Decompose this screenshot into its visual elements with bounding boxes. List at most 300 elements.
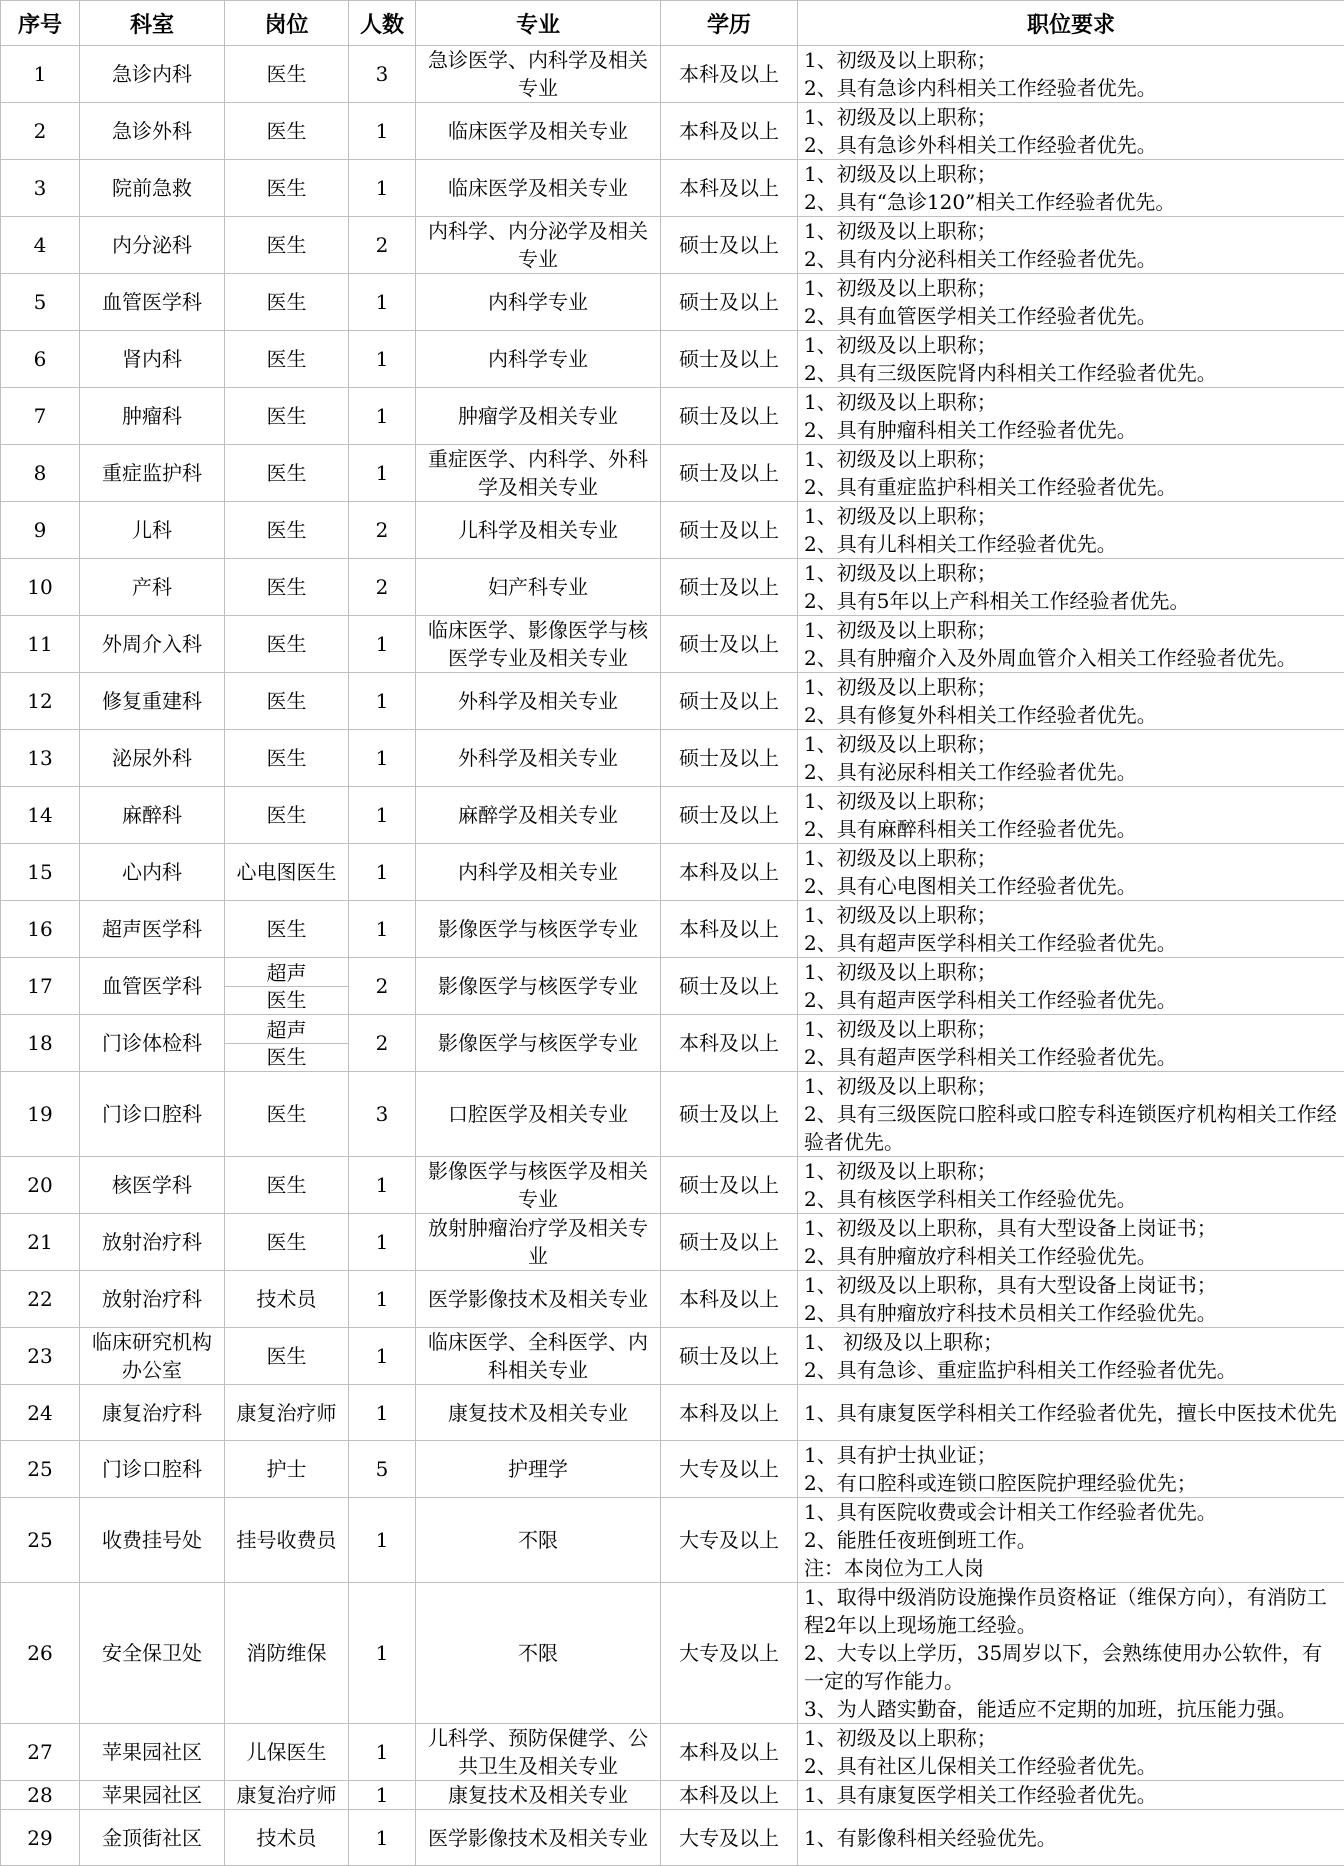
header-dept: 科室 xyxy=(80,1,225,46)
requirements-cell xyxy=(798,217,1344,274)
department-cell: 外周介入科 xyxy=(80,616,225,673)
headcount-cell: 2 xyxy=(349,217,416,274)
department-cell: 放射治疗科 xyxy=(80,1214,225,1271)
table-row xyxy=(1,673,1344,730)
table-row xyxy=(1,901,1344,958)
requirement-line: 1、初级及以上职称； xyxy=(804,160,1340,188)
requirement-line: 2、具有“急诊120”相关工作经验者优先。 xyxy=(804,188,1340,216)
major-cell: 护理学 xyxy=(416,1441,661,1498)
headcount-cell: 1 xyxy=(349,1157,416,1214)
requirement-line: 2、具有5年以上产科相关工作经验者优先。 xyxy=(804,587,1340,615)
headcount-cell: 1 xyxy=(349,1724,416,1781)
education-cell: 硕士及以上 xyxy=(661,1157,798,1214)
requirements-cell xyxy=(798,1015,1344,1072)
row-number: 10 xyxy=(1,559,80,616)
position-cell: 医生 xyxy=(225,1157,349,1214)
department-cell: 泌尿外科 xyxy=(80,730,225,787)
education-cell: 硕士及以上 xyxy=(661,331,798,388)
position-stack xyxy=(225,960,348,1013)
requirement-line: 1、初级及以上职称； xyxy=(804,1015,1340,1043)
requirements-cell xyxy=(798,1271,1344,1328)
requirement-line: 1、初级及以上职称； xyxy=(804,46,1340,74)
position-cell: 医生 xyxy=(225,1214,349,1271)
table-row xyxy=(1,1385,1344,1441)
position-cell xyxy=(225,958,349,1015)
department-cell: 肿瘤科 xyxy=(80,388,225,445)
headcount-cell: 1 xyxy=(349,331,416,388)
department-cell: 超声医学科 xyxy=(80,901,225,958)
headcount-cell: 5 xyxy=(349,1441,416,1498)
position-part: 医生 xyxy=(225,986,348,1013)
department-cell: 血管医学科 xyxy=(80,274,225,331)
row-number: 20 xyxy=(1,1157,80,1214)
row-number: 3 xyxy=(1,160,80,217)
requirement-line: 2、具有修复外科相关工作经验者优先。 xyxy=(804,701,1340,729)
department-cell: 安全保卫处 xyxy=(80,1583,225,1724)
education-cell: 硕士及以上 xyxy=(661,730,798,787)
education-cell: 硕士及以上 xyxy=(661,1328,798,1385)
major-cell: 儿科学、预防保健学、公共卫生及相关专业 xyxy=(416,1724,661,1781)
row-number: 14 xyxy=(1,787,80,844)
major-cell: 医学影像技术及相关专业 xyxy=(416,1810,661,1866)
position-cell: 医生 xyxy=(225,1328,349,1385)
headcount-cell: 2 xyxy=(349,958,416,1015)
requirements-cell xyxy=(798,901,1344,958)
major-cell: 肿瘤学及相关专业 xyxy=(416,388,661,445)
requirement-line: 2、能胜任夜班倒班工作。 xyxy=(804,1526,1340,1554)
row-number: 1 xyxy=(1,46,80,103)
row-number: 5 xyxy=(1,274,80,331)
major-cell: 临床医学及相关专业 xyxy=(416,160,661,217)
row-number: 15 xyxy=(1,844,80,901)
requirement-line: 1、取得中级消防设施操作员资格证（维保方向），有消防工程2年以上现场施工经验。 xyxy=(804,1583,1340,1639)
major-cell: 放射肿瘤治疗学及相关专业 xyxy=(416,1214,661,1271)
department-cell: 内分泌科 xyxy=(80,217,225,274)
requirement-line: 1、初级及以上职称； xyxy=(804,1072,1340,1100)
requirement-line: 1、初级及以上职称； xyxy=(804,958,1340,986)
position-cell: 医生 xyxy=(225,46,349,103)
requirement-line: 1、具有康复医学相关工作经验者优先。 xyxy=(804,1781,1340,1809)
headcount-cell: 2 xyxy=(349,559,416,616)
department-cell: 血管医学科 xyxy=(80,958,225,1015)
headcount-cell: 1 xyxy=(349,1214,416,1271)
position-cell: 技术员 xyxy=(225,1810,349,1866)
row-number: 18 xyxy=(1,1015,80,1072)
department-cell: 心内科 xyxy=(80,844,225,901)
table-row xyxy=(1,1157,1344,1214)
requirements-cell xyxy=(798,730,1344,787)
requirements-cell xyxy=(798,445,1344,502)
department-cell: 重症监护科 xyxy=(80,445,225,502)
requirements-cell xyxy=(798,103,1344,160)
table-row xyxy=(1,388,1344,445)
major-cell: 影像医学与核医学及相关专业 xyxy=(416,1157,661,1214)
headcount-cell: 1 xyxy=(349,103,416,160)
requirement-line: 1、初级及以上职称； xyxy=(804,388,1340,416)
requirement-line: 1、具有护士执业证； xyxy=(804,1441,1340,1469)
position-cell: 康复治疗师 xyxy=(225,1781,349,1810)
department-cell: 门诊口腔科 xyxy=(80,1441,225,1498)
requirement-line: 1、初级及以上职称； xyxy=(804,559,1340,587)
position-cell: 消防维保 xyxy=(225,1583,349,1724)
requirement-line: 2、具有麻醉科相关工作经验者优先。 xyxy=(804,815,1340,843)
position-cell: 技术员 xyxy=(225,1271,349,1328)
requirement-line: 3、为人踏实勤奋，能适应不定期的加班，抗压能力强。 xyxy=(804,1695,1340,1723)
requirements-cell xyxy=(798,274,1344,331)
requirement-line: 1、初级及以上职称； xyxy=(804,844,1340,872)
headcount-cell: 1 xyxy=(349,388,416,445)
table-row xyxy=(1,1072,1344,1157)
position-cell: 护士 xyxy=(225,1441,349,1498)
header-position: 岗位 xyxy=(225,1,349,46)
position-part: 超声 xyxy=(225,960,348,986)
education-cell: 本科及以上 xyxy=(661,1724,798,1781)
table-row xyxy=(1,1271,1344,1328)
position-cell: 医生 xyxy=(225,388,349,445)
table-row xyxy=(1,1015,1344,1072)
requirement-line: 1、初级及以上职称； xyxy=(804,331,1340,359)
requirement-line: 1、有影像科相关经验优先。 xyxy=(804,1824,1340,1852)
headcount-cell: 1 xyxy=(349,1271,416,1328)
requirement-line: 2、具有肿瘤放疗科技术员相关工作经验优先。 xyxy=(804,1299,1340,1327)
education-cell: 本科及以上 xyxy=(661,1271,798,1328)
table-row xyxy=(1,1214,1344,1271)
requirement-line: 1、初级及以上职称； xyxy=(804,217,1340,245)
requirements-cell xyxy=(798,673,1344,730)
requirements-cell xyxy=(798,388,1344,445)
education-cell: 硕士及以上 xyxy=(661,1072,798,1157)
requirements-cell xyxy=(798,46,1344,103)
requirement-line: 2、具有内分泌科相关工作经验者优先。 xyxy=(804,245,1340,273)
position-cell: 医生 xyxy=(225,217,349,274)
row-number: 4 xyxy=(1,217,80,274)
major-cell: 外科学及相关专业 xyxy=(416,730,661,787)
headcount-cell: 1 xyxy=(349,160,416,217)
department-cell: 修复重建科 xyxy=(80,673,225,730)
requirements-cell xyxy=(798,160,1344,217)
education-cell: 本科及以上 xyxy=(661,1781,798,1810)
requirement-line: 1、具有医院收费或会计相关工作经验者优先。 xyxy=(804,1498,1340,1526)
table-row xyxy=(1,844,1344,901)
headcount-cell: 1 xyxy=(349,901,416,958)
table-row xyxy=(1,787,1344,844)
requirement-line: 1、初级及以上职称； xyxy=(804,502,1340,530)
header-education: 学历 xyxy=(661,1,798,46)
requirement-line: 1、初级及以上职称； xyxy=(804,787,1340,815)
table-row xyxy=(1,1781,1344,1810)
requirements-cell xyxy=(798,331,1344,388)
headcount-cell: 1 xyxy=(349,616,416,673)
position-cell: 医生 xyxy=(225,730,349,787)
row-number: 22 xyxy=(1,1271,80,1328)
position-cell: 医生 xyxy=(225,274,349,331)
row-number: 9 xyxy=(1,502,80,559)
row-number: 26 xyxy=(1,1583,80,1724)
row-number: 8 xyxy=(1,445,80,502)
table-row xyxy=(1,103,1344,160)
requirements-cell xyxy=(798,616,1344,673)
department-cell: 临床研究机构办公室 xyxy=(80,1328,225,1385)
row-number: 12 xyxy=(1,673,80,730)
requirement-line: 2、具有血管医学相关工作经验者优先。 xyxy=(804,302,1340,330)
row-number: 17 xyxy=(1,958,80,1015)
requirement-line: 注：本岗位为工人岗 xyxy=(804,1554,1340,1582)
requirement-line: 2、具有急诊外科相关工作经验者优先。 xyxy=(804,131,1340,159)
requirement-line: 2、具有肿瘤科相关工作经验者优先。 xyxy=(804,416,1340,444)
requirement-line: 2、具有急诊、重症监护科相关工作经验者优先。 xyxy=(804,1356,1340,1384)
department-cell: 院前急救 xyxy=(80,160,225,217)
education-cell: 硕士及以上 xyxy=(661,388,798,445)
major-cell: 内科学专业 xyxy=(416,274,661,331)
major-cell: 临床医学及相关专业 xyxy=(416,103,661,160)
row-number: 23 xyxy=(1,1328,80,1385)
requirements-cell xyxy=(798,1724,1344,1781)
requirement-line: 2、具有超声医学科相关工作经验者优先。 xyxy=(804,986,1340,1014)
table-row xyxy=(1,160,1344,217)
requirement-line: 1、初级及以上职称，具有大型设备上岗证书； xyxy=(804,1214,1340,1242)
headcount-cell: 1 xyxy=(349,274,416,331)
requirement-line: 2、具有肿瘤放疗科相关工作经验优先。 xyxy=(804,1242,1340,1270)
education-cell: 本科及以上 xyxy=(661,901,798,958)
department-cell: 急诊外科 xyxy=(80,103,225,160)
requirements-cell xyxy=(798,1214,1344,1271)
position-cell: 医生 xyxy=(225,1072,349,1157)
requirements-cell xyxy=(798,787,1344,844)
major-cell: 内科学及相关专业 xyxy=(416,844,661,901)
position-cell: 医生 xyxy=(225,445,349,502)
row-number: 25 xyxy=(1,1498,80,1583)
major-cell: 内科学、内分泌学及相关专业 xyxy=(416,217,661,274)
row-number: 29 xyxy=(1,1810,80,1866)
headcount-cell: 2 xyxy=(349,502,416,559)
requirement-line: 1、初级及以上职称，具有大型设备上岗证书； xyxy=(804,1271,1340,1299)
headcount-cell: 3 xyxy=(349,46,416,103)
requirement-line: 2、具有三级医院口腔科或口腔专科连锁医疗机构相关工作经验者优先。 xyxy=(804,1100,1340,1156)
header-row xyxy=(1,1,1344,46)
requirements-cell xyxy=(798,1385,1344,1441)
education-cell: 硕士及以上 xyxy=(661,958,798,1015)
position-cell: 心电图医生 xyxy=(225,844,349,901)
position-cell: 医生 xyxy=(225,331,349,388)
table-row xyxy=(1,445,1344,502)
row-number: 25 xyxy=(1,1441,80,1498)
headcount-cell: 1 xyxy=(349,1583,416,1724)
table-row xyxy=(1,331,1344,388)
position-cell: 康复治疗师 xyxy=(225,1385,349,1441)
requirement-line: 2、具有超声医学科相关工作经验者优先。 xyxy=(804,929,1340,957)
position-cell: 医生 xyxy=(225,673,349,730)
major-cell: 临床医学、影像医学与核医学专业及相关专业 xyxy=(416,616,661,673)
major-cell: 重症医学、内科学、外科学及相关专业 xyxy=(416,445,661,502)
major-cell: 康复技术及相关专业 xyxy=(416,1781,661,1810)
table-row xyxy=(1,616,1344,673)
education-cell: 硕士及以上 xyxy=(661,787,798,844)
education-cell: 硕士及以上 xyxy=(661,217,798,274)
table-row xyxy=(1,1441,1344,1498)
education-cell: 大专及以上 xyxy=(661,1583,798,1724)
requirement-line: 1、初级及以上职称； xyxy=(804,1724,1340,1752)
table-row xyxy=(1,502,1344,559)
position-cell: 医生 xyxy=(225,616,349,673)
table-row xyxy=(1,274,1344,331)
requirements-cell xyxy=(798,559,1344,616)
requirements-cell xyxy=(798,1781,1344,1810)
education-cell: 本科及以上 xyxy=(661,46,798,103)
headcount-cell: 1 xyxy=(349,1810,416,1866)
major-cell: 外科学及相关专业 xyxy=(416,673,661,730)
table-body xyxy=(1,46,1344,1866)
table-row xyxy=(1,1328,1344,1385)
headcount-cell: 1 xyxy=(349,445,416,502)
table-row xyxy=(1,1583,1344,1724)
headcount-cell: 1 xyxy=(349,730,416,787)
headcount-cell: 1 xyxy=(349,787,416,844)
table-row xyxy=(1,46,1344,103)
requirement-line: 2、具有急诊内科相关工作经验者优先。 xyxy=(804,74,1340,102)
position-cell: 医生 xyxy=(225,103,349,160)
requirement-line: 1、初级及以上职称； xyxy=(804,1157,1340,1185)
education-cell: 大专及以上 xyxy=(661,1810,798,1866)
requirement-line: 2、具有三级医院肾内科相关工作经验者优先。 xyxy=(804,359,1340,387)
major-cell: 影像医学与核医学专业 xyxy=(416,958,661,1015)
headcount-cell: 1 xyxy=(349,1328,416,1385)
row-number: 13 xyxy=(1,730,80,787)
education-cell: 硕士及以上 xyxy=(661,445,798,502)
row-number: 21 xyxy=(1,1214,80,1271)
major-cell: 医学影像技术及相关专业 xyxy=(416,1271,661,1328)
requirement-line: 2、具有重症监护科相关工作经验者优先。 xyxy=(804,473,1340,501)
row-number: 27 xyxy=(1,1724,80,1781)
department-cell: 肾内科 xyxy=(80,331,225,388)
position-cell: 医生 xyxy=(225,901,349,958)
row-number: 16 xyxy=(1,901,80,958)
row-number: 24 xyxy=(1,1385,80,1441)
requirement-line: 2、有口腔科或连锁口腔医院护理经验优先； xyxy=(804,1469,1340,1497)
headcount-cell: 3 xyxy=(349,1072,416,1157)
requirement-line: 1、具有康复医学科相关工作经验者优先，擅长中医技术优先 xyxy=(804,1399,1340,1427)
row-number: 2 xyxy=(1,103,80,160)
department-cell: 康复治疗科 xyxy=(80,1385,225,1441)
requirement-line: 1、初级及以上职称； xyxy=(804,103,1340,131)
requirement-line: 2、具有超声医学科相关工作经验者优先。 xyxy=(804,1043,1340,1071)
requirements-cell xyxy=(798,1583,1344,1724)
headcount-cell: 1 xyxy=(349,844,416,901)
department-cell: 苹果园社区 xyxy=(80,1781,225,1810)
table-row xyxy=(1,1498,1344,1583)
row-number: 11 xyxy=(1,616,80,673)
education-cell: 硕士及以上 xyxy=(661,616,798,673)
position-cell: 儿保医生 xyxy=(225,1724,349,1781)
table-row xyxy=(1,958,1344,1015)
education-cell: 大专及以上 xyxy=(661,1498,798,1583)
headcount-cell: 1 xyxy=(349,1385,416,1441)
major-cell: 内科学专业 xyxy=(416,331,661,388)
education-cell: 硕士及以上 xyxy=(661,274,798,331)
requirements-cell xyxy=(798,958,1344,1015)
major-cell: 影像医学与核医学专业 xyxy=(416,901,661,958)
department-cell: 金顶街社区 xyxy=(80,1810,225,1866)
headcount-cell: 1 xyxy=(349,1498,416,1583)
education-cell: 硕士及以上 xyxy=(661,502,798,559)
department-cell: 苹果园社区 xyxy=(80,1724,225,1781)
position-cell: 挂号收费员 xyxy=(225,1498,349,1583)
requirement-line: 2、具有泌尿科相关工作经验者优先。 xyxy=(804,758,1340,786)
position-cell xyxy=(225,1015,349,1072)
department-cell: 麻醉科 xyxy=(80,787,225,844)
department-cell: 核医学科 xyxy=(80,1157,225,1214)
headcount-cell: 1 xyxy=(349,673,416,730)
major-cell: 麻醉学及相关专业 xyxy=(416,787,661,844)
department-cell: 门诊体检科 xyxy=(80,1015,225,1072)
position-cell: 医生 xyxy=(225,160,349,217)
requirement-line: 2、具有心电图相关工作经验者优先。 xyxy=(804,872,1340,900)
header-requirements: 职位要求 xyxy=(798,1,1344,46)
education-cell: 硕士及以上 xyxy=(661,559,798,616)
table-row xyxy=(1,559,1344,616)
requirement-line: 1、初级及以上职称； xyxy=(804,274,1340,302)
position-cell: 医生 xyxy=(225,559,349,616)
requirements-cell xyxy=(798,1441,1344,1498)
education-cell: 大专及以上 xyxy=(661,1441,798,1498)
education-cell: 硕士及以上 xyxy=(661,1214,798,1271)
requirement-line: 1、初级及以上职称； xyxy=(804,673,1340,701)
major-cell: 口腔医学及相关专业 xyxy=(416,1072,661,1157)
department-cell: 儿科 xyxy=(80,502,225,559)
table-row xyxy=(1,730,1344,787)
row-number: 6 xyxy=(1,331,80,388)
requirement-line: 1、初级及以上职称； xyxy=(804,730,1340,758)
row-number: 19 xyxy=(1,1072,80,1157)
position-cell: 医生 xyxy=(225,502,349,559)
education-cell: 本科及以上 xyxy=(661,103,798,160)
position-stack xyxy=(225,1017,348,1070)
requirements-cell xyxy=(798,1328,1344,1385)
requirements-cell xyxy=(798,502,1344,559)
major-cell: 儿科学及相关专业 xyxy=(416,502,661,559)
requirement-line: 2、具有社区儿保相关工作经验者优先。 xyxy=(804,1752,1340,1780)
requirements-cell xyxy=(798,1072,1344,1157)
major-cell: 影像医学与核医学专业 xyxy=(416,1015,661,1072)
header-major: 专业 xyxy=(416,1,661,46)
education-cell: 本科及以上 xyxy=(661,844,798,901)
requirement-line: 1、初级及以上职称； xyxy=(804,901,1340,929)
requirement-line: 1、 初级及以上职称； xyxy=(804,1328,1340,1356)
major-cell: 临床医学、全科医学、内科相关专业 xyxy=(416,1328,661,1385)
requirement-line: 2、具有儿科相关工作经验者优先。 xyxy=(804,530,1340,558)
department-cell: 产科 xyxy=(80,559,225,616)
education-cell: 本科及以上 xyxy=(661,1385,798,1441)
requirements-cell xyxy=(798,1157,1344,1214)
position-part: 超声 xyxy=(225,1017,348,1043)
row-number: 7 xyxy=(1,388,80,445)
major-cell: 不限 xyxy=(416,1498,661,1583)
education-cell: 硕士及以上 xyxy=(661,673,798,730)
header-count: 人数 xyxy=(349,1,416,46)
requirements-cell xyxy=(798,844,1344,901)
education-cell: 本科及以上 xyxy=(661,160,798,217)
requirement-line: 2、具有核医学科相关工作经验优先。 xyxy=(804,1185,1340,1213)
table-row xyxy=(1,217,1344,274)
requirement-line: 1、初级及以上职称； xyxy=(804,445,1340,473)
department-cell: 收费挂号处 xyxy=(80,1498,225,1583)
major-cell: 妇产科专业 xyxy=(416,559,661,616)
position-part: 医生 xyxy=(225,1043,348,1070)
position-cell: 医生 xyxy=(225,787,349,844)
requirement-line: 2、大专以上学历，35周岁以下，会熟练使用办公软件，有一定的写作能力。 xyxy=(804,1639,1340,1695)
major-cell: 急诊医学、内科学及相关专业 xyxy=(416,46,661,103)
department-cell: 门诊口腔科 xyxy=(80,1072,225,1157)
table-row xyxy=(1,1724,1344,1781)
